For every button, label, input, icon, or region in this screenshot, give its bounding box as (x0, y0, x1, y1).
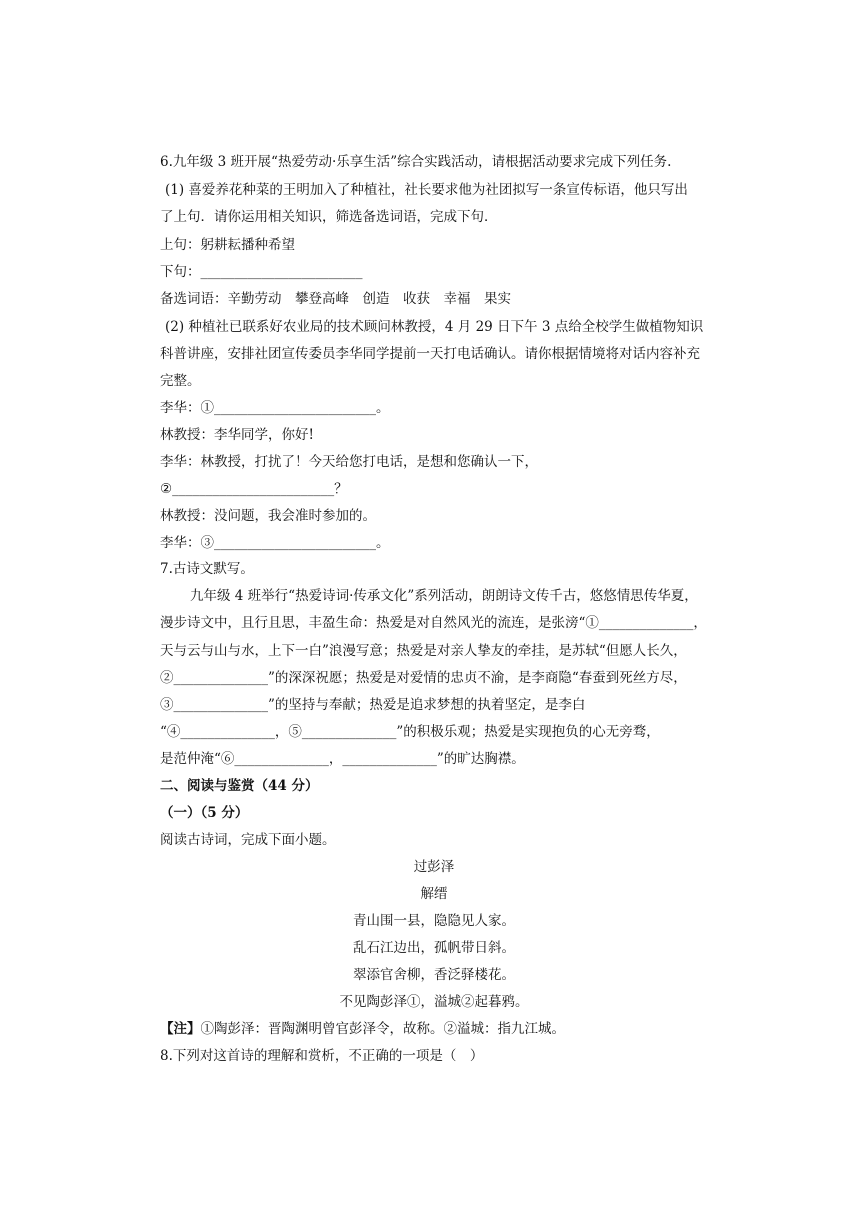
poem-line-2: 乱石江边出，孤帆带日斜。 (353, 940, 515, 956)
q7-line-3: 天与云与山与水，上下一白”浪漫写意；热爱是对亲人挚友的牵挂，是苏轼“但愿人长久， (160, 643, 687, 659)
q7-line-4: ②______________”的深深祝愿；热爱是对爱情的忠贞不渝，是李商隐“春蚕到死丝方尽， (160, 670, 687, 686)
poem-author: 解缙 (420, 886, 448, 902)
q6-part1-line2: 了上句．请你运用相关知识，筛选备选词语，完成下句． (160, 209, 498, 225)
q6-part1-line1: (1) 喜爱养花种菜的王明加入了种植社，社长要求他为社团拟写一条宣传标语，他只写出 (165, 182, 688, 198)
q7-line-7: 是范仲淹“⑥______________，______________”的旷达胸襟。 (160, 751, 525, 767)
dialogue-line-1: 李华：①________________________。 (160, 400, 390, 416)
q6-part2-line3: 完整。 (160, 373, 201, 389)
dialogue-line-4: ②________________________？ (160, 481, 348, 497)
note-label: 【注】 (160, 1021, 201, 1037)
q6-options: 备选词语：辛勤劳动 攀登高峰 创造 收获 幸福 果实 (160, 291, 511, 307)
q6-upper-line: 上句：躬耕耘播种希望 (160, 237, 295, 253)
dialogue-line-5: 林教授：没问题，我会准时参加的。 (160, 508, 376, 524)
q6-part2-line2: 科普讲座，安排社团宣传委员李华同学提前一天打电话确认。请你根据情境将对话内容补充 (160, 346, 700, 362)
section-2-instruction: 阅读古诗词，完成下面小题。 (160, 832, 336, 848)
q6-title: 6.九年级 3 班开展“热爱劳动·乐享生活”综合实践活动，请根据活动要求完成下列任务. (160, 154, 672, 170)
poem-note (160, 1019, 720, 1039)
q7-line-2: 漫步诗文中，且行且思，丰盈生命：热爱是对自然风光的流连，是张滂“①______________， (160, 615, 707, 631)
dialogue-line-6: 李华：③________________________。 (160, 535, 390, 551)
q7-title: 7.古诗文默写。 (160, 561, 254, 577)
q6-part2-line1: (2) 种植社已联系好农业局的技术顾问林教授，4 月 29 日下午 3 点给全校学生做植物知识 (165, 319, 704, 335)
q7-line-1: 九年级 4 班举行“热爱诗词·传承文化”系列活动，朗朗诗文传千古，悠悠情思传华夏， (190, 588, 698, 604)
dialogue-line-3: 李华：林教授，打扰了！今天给您打电话，是想和您确认一下， (160, 454, 538, 470)
poem-line-1: 青山围一县，隐隐见人家。 (353, 913, 515, 929)
q7-line-6: “④______________，⑤______________”的积极乐观；热爱是实现抱负的心无旁骛， (160, 724, 660, 740)
poem-line-3: 翠添官舍柳，香泛驿楼花。 (353, 967, 515, 983)
q7-line-5: ③______________”的坚持与奉献；热爱是追求梦想的执着坚定，是李白 (160, 697, 586, 713)
section-2-title: 二、阅读与鉴赏（44 分） (160, 778, 319, 794)
dialogue-line-2: 林教授：李华同学，你好! (160, 427, 314, 443)
q6-lower-line: 下句：________________________ (160, 264, 363, 280)
poem-line-4: 不见陶彭泽①，溢城②起暮鸦。 (339, 994, 529, 1010)
section-2-subtitle: （一）（5 分） (160, 805, 249, 821)
note-text: ①陶彭泽：晋陶渊明曾官彭泽令，故称。②溢城：指九江城。 (200, 1021, 565, 1037)
poem-title: 过彭泽 (413, 859, 455, 875)
q8-question: 8.下列对这首诗的理解和赏析，不正确的一项是（ ） (160, 1048, 484, 1064)
